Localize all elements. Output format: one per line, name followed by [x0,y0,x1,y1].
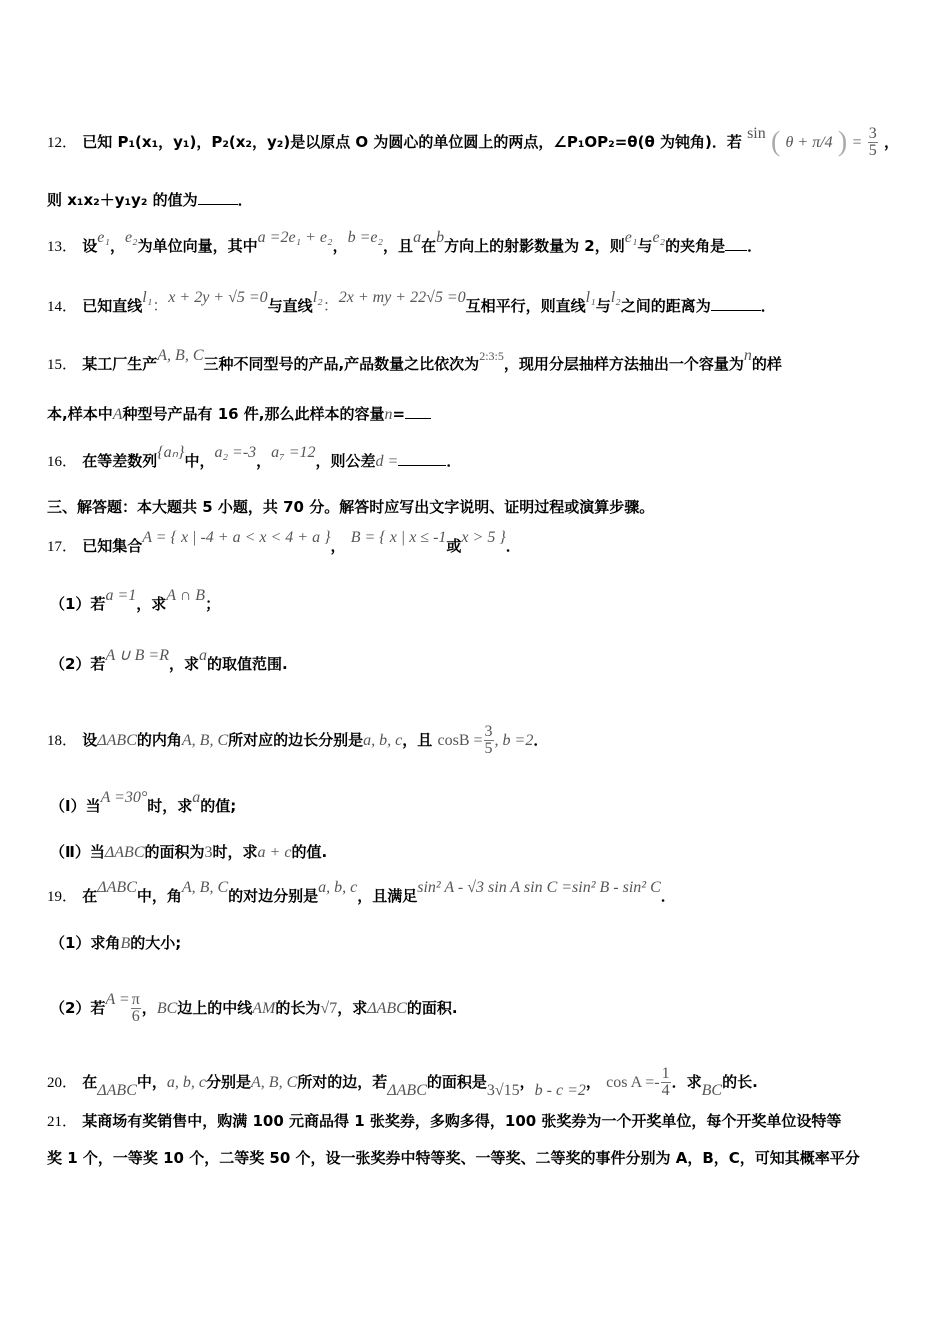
question-14: 14． 已知直线l₁：x + 2y + √5 =0与直线l₂：2x + my + 22√5 =0互相平行，则直线l₁与l₂之间的距离为 ． [47,289,776,315]
question-13: 13． 设e₁，e₂为单位向量，其中a =2e₁ + e₂，b =e₂，且a在b方向上的射影数量为 2，则e₁与e₂的夹角是 ． [47,229,763,255]
question-12-line-2: 则 x₁x₂＋y₁y₂ 的值为 ． [47,191,253,209]
section-3-header: 三、解答题：本大题共 5 小题，共 70 分。解答时应写出文字说明、证明过程或演算步骤。 [47,498,655,516]
question-18-part-2: （Ⅱ）当ΔABC的面积为3时，求a + c的值. [50,843,328,861]
question-16: 16． 在等差数列{aₙ}中，a₂ =-3，a₇ =12，则公差d = ． [47,444,462,470]
answer-blank[interactable] [725,236,747,251]
question-20: 20． 在ΔABC中，a, b, c分别是A, B, C所对的边，若ΔABC的面积是3√15，b - c =2， cos A =- $\frac{1}{4}$ ．求BC的长. [47,1065,758,1099]
paren-open: ( [770,126,781,158]
question-15-line-2: 本,样本中A种型号产品有 16 件,那么此样本的容量n= [47,404,431,425]
question-number: 12． [47,135,78,151]
math-sin: sin [747,125,766,142]
question-17-part-1: （1）若a =1，求A ∩ B； [50,587,221,613]
question-12-line-1: 12． 已知 P₁(x₁，y₁)，P₂(x₂，y₂)是以原点 O 为圆心的单位圆上的两点，∠P₁OP₂=θ(θ 为钝角)．若 sin ( θ + π/4 ) = $\frac{3}{5}$ ， [47,125,899,159]
paren-close: ) [837,126,848,158]
fraction: $\frac{3}{5}$ [868,125,877,159]
equation: sin² A - √3 sin A sin C =sin² B - sin² C [417,879,661,896]
question-15-line-1: 15． 某工厂生产A, B, C三种不同型号的产品,产品数量之比依次为$^{2:3:5}$，现用分层抽样方法抽出一个容量为n的样 [47,347,782,373]
answer-blank[interactable] [711,296,761,311]
question-18-part-1: （Ⅰ）当A =30°时，求a的值; [50,789,237,815]
answer-blank[interactable] [198,190,238,205]
answer-blank[interactable] [398,451,446,466]
question-19: 19． 在ΔABC中，角A, B, C的对边分别是a, b, c，且满足sin² A - √3 sin A sin C =sin² B - sin² C． [47,879,676,905]
set-a: A = { x | -4 + a < x < 4 + a } [142,529,331,546]
question-21-line-1: 21． 某商场有奖销售中，购满 100 元商品得 1 张奖券，多购多得，100 张奖券为一个开奖单位，每个开奖单位设特等 [47,1112,842,1130]
question-19-part-2: （2）若A = $\frac{\pi}{6}$ ，BC边上的中线AM的长为√7，求ΔABC的面积. [50,991,458,1025]
set-b: B = { x | x ≤ -1 [350,529,447,546]
question-21-line-2: 奖 1 个，一等奖 10 个，二等奖 50 个，设一张奖券中特等奖、一等奖、二等奖的事件分别为 A，B，C，可知其概率平分 [47,1149,860,1167]
question-17-part-2: （2）若A ∪ B =R，求a的取值范围. [50,647,288,673]
question-text: 已知 P₁(x₁，y₁)，P₂(x₂，y₂)是以原点 O 为圆心的单位圆上的两点，∠P₁OP₂=θ(θ 为钝角)．若 [82,133,742,151]
answer-blank[interactable] [405,404,431,419]
math-inner: θ + π/4 [785,134,833,151]
question-17: 17． 已知集合A = { x | -4 + a < x < 4 + a }， B = { x | x ≤ -1或x > 5 }． [47,529,521,555]
question-19-part-1: （1）求角B的大小; [50,934,182,952]
question-18: 18． 设ΔABC的内角A, B, C所对应的边长分别是a, b, c，且 cosB = $\frac{3}{5}$ , b =2． [47,723,549,757]
